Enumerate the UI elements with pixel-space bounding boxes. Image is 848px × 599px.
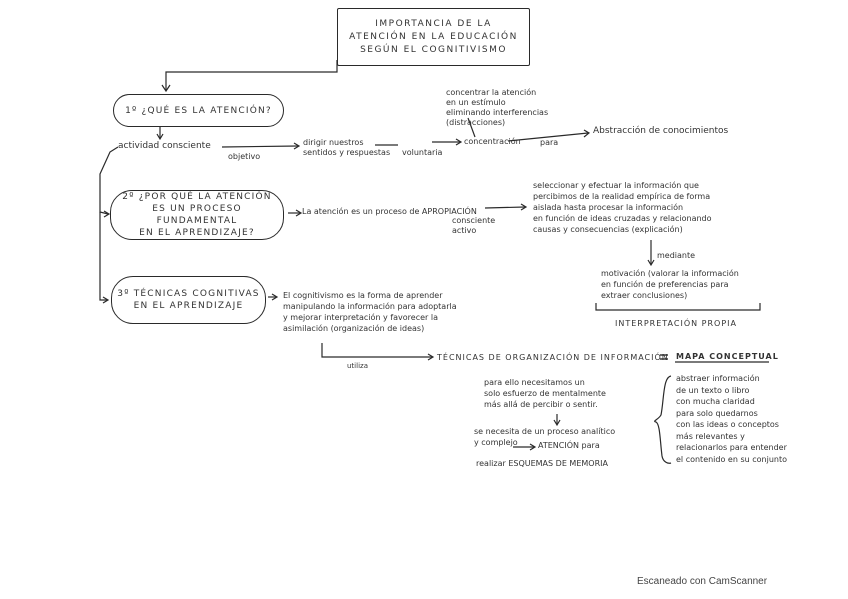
tecnicas-text: TÉCNICAS DE ORGANIZACIÓN DE INFORMACIÓN [437,353,669,362]
mediante-text: mediante [657,251,696,260]
utiliza-text: utiliza [347,362,368,370]
consciente-text: consciente activo [452,216,496,235]
concentracion-text: concentración [464,137,521,146]
se-necesita-text: se necesita de un proceso analítico y complejo [474,427,616,447]
para-ello-text: para ello necesitamos un solo esfuerzo de mentalmente más allá de percibir o sentir. [484,378,606,409]
abstraer-text: abstraer información de un texto o libro con mucha claridad para solo quedarnos con las ideas o conceptos más relevantes y relacionarlos para entender el contenido en su conjunto [676,374,787,464]
question-2-label: 2º ¿POR QUÉ LA ATENCIÓN ES UN PROCESO FUNDAMENTAL EN EL APRENDIZAJE? [122,192,272,238]
interpretacion-text: INTERPRETACIÓN PROPIA [615,319,737,328]
realizar-esquemas-text: realizar ESQUEMAS DE MEMORIA [476,459,608,468]
concentrar-note: concentrar la atención en un estímulo eliminando interferencias (distracciones) [446,88,549,127]
objetivo-text: objetivo [228,152,261,161]
scanner-watermark: Escaneado con CamScanner [637,576,768,587]
para-text: para [540,138,559,147]
voluntaria-text: voluntaria [402,148,443,157]
diagram-title: IMPORTANCIA DE LA ATENCIÓN EN LA EDUCACIÓN SEGÚN EL COGNITIVISMO [349,18,518,55]
atencion-para-text: ATENCIÓN para [538,441,600,450]
dirigir-text: dirigir nuestros sentidos y respuestas [303,138,391,157]
abstraccion-text: Abstracción de conocimientos [593,126,729,136]
question-3-oval [111,276,266,324]
question-2-oval [110,190,284,240]
proceso-text: La atención es un proceso de APROPIACIÓN [302,207,477,216]
cognitivismo-text: El cognitivismo es la forma de aprender manipulando la información para adoptarla y mejorar interpretación y favorecer la asimilación (organización de ideas) [283,291,457,333]
question-3-label: 3º TÉCNICAS COGNITIVAS EN EL APRENDIZAJE [117,289,260,311]
question-1-label: 1º ¿QUÉ ES LA ATENCIÓN? [125,105,272,116]
actividad-text: actividad consciente [118,141,211,151]
title-box [337,8,530,66]
mapa-conceptual-text: MAPA CONCEPTUAL [676,352,779,361]
question-1-oval [113,94,284,127]
seleccionar-text: seleccionar y efectuar la información que percibimos de la realidad empírica de forma aislada hasta procesar la información en función de ideas cruzadas y relacionando causas y consecuencias (explicación) [533,181,712,234]
motivacion-text: motivación (valorar la información en función de preferencias para extraer conclusiones) [601,269,739,300]
